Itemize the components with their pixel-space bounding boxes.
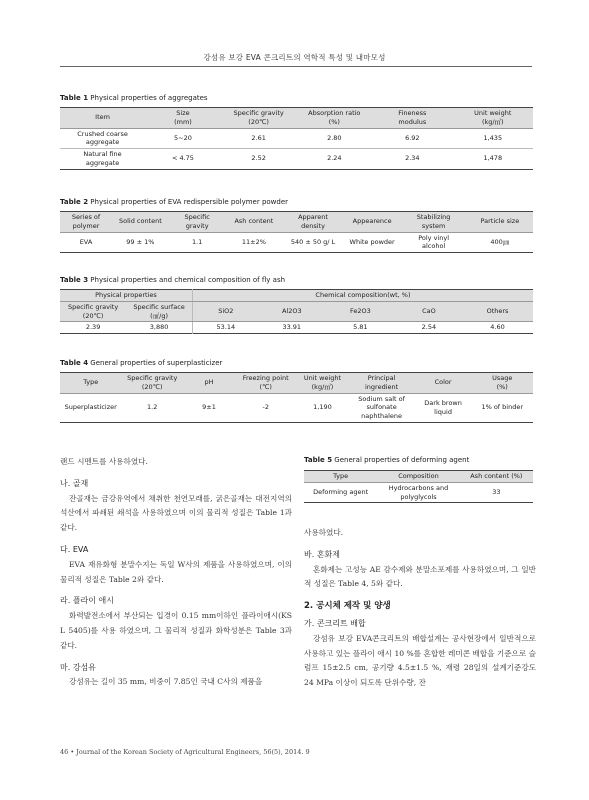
table4-header-cell: pH	[183, 373, 235, 394]
table2-caption	[60, 198, 288, 206]
table4-header-cell: Unit weight (kg/㎥)	[296, 373, 348, 394]
table1-cell: Crushed coarse aggregate	[60, 128, 145, 149]
table1-cell: 2.52	[251, 154, 266, 163]
table3-header-cell: Others	[462, 301, 533, 322]
right-para-0: 사용하였다.	[304, 528, 344, 537]
running-title: 강섬유 보강 EVA 콘크리트의 역학적 특성 및 내마모성	[203, 53, 386, 62]
table5-caption-text: General properties of deforming agent	[334, 456, 470, 464]
table4-cell: 1,190	[313, 403, 332, 412]
table3-row	[60, 322, 533, 334]
table2-cell: Poly vinyl alcohol	[418, 233, 450, 251]
table2-cell: 540 ± 50 g/ L	[290, 237, 336, 246]
table2-cell: 99 ± 1%	[126, 237, 155, 246]
table2-header-cell: Solid content	[112, 212, 169, 233]
table4-label: Table 4	[60, 359, 89, 367]
table2-cell: 1.1	[191, 237, 203, 246]
table3-cell: 33.91	[282, 323, 302, 332]
eva-paragraph: EVA 재유화형 분말수지는 독일 W사의 제품을 사용하였으며, 이의 물리적 성질은 Table 2와 같다.	[60, 559, 292, 584]
mix-paragraph: 강섬유 보강 EVA콘크리트의 배합설계는 공사현장에서 일반적으로 사용하고 있는 플라이 애시 10 %를 혼합한 레미콘 배합을 기준으로 슬럼프 15±2.5 cm, 공기량 4.5±1.5 %, 재령 28일의 설계기준강도 24 MPa 이상이 되도록 단위수량, 잔	[304, 633, 536, 688]
table1-row	[60, 149, 533, 170]
table3-cell: 53.14	[192, 322, 258, 334]
table5-header-cell: Type	[304, 471, 377, 483]
table3-header-cell: SiO2	[192, 301, 258, 322]
table1-header-cell: Size (mm)	[145, 108, 221, 129]
table2-cell: White powder	[349, 237, 395, 246]
table1-cell: < 4.75	[171, 154, 194, 163]
table2	[60, 211, 533, 253]
table2-header-cell: Particle size	[467, 212, 533, 233]
flyash-paragraph: 화력발전소에서 부산되는 입경이 0.15 mm이하인 플라이애시(KS L 5405)를 사용 하였으며, 그 물리적 성질과 화학성분은 Table 3과 같다.	[60, 611, 292, 650]
table1-header-cell: Fineness modulus	[372, 108, 452, 129]
page-footer: 46 • Journal of the Korean Society of Agricultural Engineers, 56(5), 2014. 9	[60, 748, 310, 756]
section-eva-heading: 다. EVA	[60, 544, 89, 554]
table1-cell: 2.34	[405, 154, 420, 163]
table3-caption	[60, 276, 285, 284]
table1-cell: 6.92	[372, 128, 452, 149]
table3-cell: 3,880	[149, 323, 169, 332]
table4-cell: 9±1	[202, 403, 216, 412]
table3-cell: 2.39	[85, 323, 101, 332]
table2-header-cell: Stabilizing system	[401, 212, 467, 233]
table1-header-cell: Absorption ratio (%)	[296, 108, 372, 129]
table1	[60, 107, 533, 170]
table3-cell: 2.54	[421, 323, 437, 332]
table3-header-cell: Specific gravity (20℃)	[60, 301, 126, 322]
table1-cell: 2.24	[327, 154, 342, 163]
table4-header-cell: Type	[60, 373, 121, 394]
table2-header-cell: Specific gravity	[169, 212, 226, 233]
table4-header-cell: Specific gravity (20℃)	[121, 373, 182, 394]
table2-header-cell: Apparent density	[282, 212, 343, 233]
table2-header-cell: Series of polymer	[60, 212, 112, 233]
table5-header-cell: Composition	[377, 471, 459, 483]
left-column	[60, 455, 292, 690]
table4	[60, 372, 533, 423]
section-mix-heading: 가. 콘크리트 배합	[304, 618, 366, 628]
table4-row	[60, 393, 533, 422]
table1-row	[60, 128, 533, 149]
table1-cell: Natural fine aggregate	[83, 150, 122, 167]
table1-caption	[60, 94, 208, 102]
table3	[60, 289, 533, 334]
table4-cell: 1% of binder	[481, 403, 523, 412]
table4-cell: -2	[262, 403, 269, 412]
table2-header-cell: Appearence	[344, 212, 401, 233]
table5-cell: 33	[492, 488, 501, 497]
table2-row	[60, 232, 533, 253]
section-steel-fiber-heading: 마. 강섬유	[60, 662, 96, 672]
table1-cell: 1,478	[483, 154, 503, 163]
table4-header-cell: Color	[415, 373, 472, 394]
table5	[304, 470, 533, 503]
table4-caption	[60, 359, 222, 367]
table4-header-cell: Freezing point (℃)	[235, 373, 296, 394]
table2-cell: 400㎛	[490, 237, 510, 246]
table3-cell: 4.60	[490, 323, 505, 332]
left-para-0: 랜드 시멘트를 사용하였다.	[60, 457, 148, 466]
table3-group-physical: Physical properties	[60, 290, 192, 302]
table3-header-cell: Specific surface (㎠/g)	[126, 301, 192, 322]
table2-cell: 11±2%	[241, 237, 266, 246]
table4-cell: Dark brown liquid	[424, 398, 462, 416]
section-aggregate-heading: 나. 골재	[60, 478, 89, 488]
table4-header-cell: Principal ingredient	[348, 373, 414, 394]
table2-header-cell: Ash content	[226, 212, 283, 233]
section-admixture-heading: 바. 혼화제	[304, 549, 340, 559]
table4-cell: Superplasticizer	[64, 403, 117, 412]
table3-caption-text: Physical properties and chemical composition of fly ash	[90, 276, 286, 284]
table3-label: Table 3	[60, 276, 89, 284]
table5-header-cell: Ash content (%)	[460, 471, 533, 483]
table4-cell: 1.2	[147, 403, 158, 412]
table1-cell: 5~20	[145, 128, 221, 149]
table1-cell: 2.80	[296, 128, 372, 149]
table3-cell: 5.81	[353, 323, 368, 332]
admixture-paragraph: 혼화제는 고성능 AE 감수제와 분말소포제를 사용하였으며, 그 일반적 성질은 Table 4, 5와 같다.	[304, 564, 536, 589]
table5-cell: Deforming agent	[313, 488, 369, 497]
table3-header-cell: CaO	[396, 301, 462, 322]
table2-cell: EVA	[79, 237, 93, 246]
table4-cell: Sodium salt of sulfonate naphthalene	[358, 394, 405, 421]
table5-cell: Hydrocarbons and polyglycols	[388, 483, 449, 501]
table2-caption-text: Physical properties of EVA redispersible polymer powder	[90, 198, 289, 206]
aggregate-paragraph: 잔골재는 금강유역에서 채취한 천연모래를, 굵은골재는 대전지역의 석산에서 파쇄된 쇄석을 사용하였으며 이의 물리적 성질은 Table 1과 같다.	[60, 493, 292, 533]
table3-header-cell: Al2O3	[259, 301, 325, 322]
table5-caption	[304, 456, 469, 464]
steel-fiber-paragraph: 강섬유는 길이 35 mm, 비중이 7.85인 국내 C사의 제품을	[69, 677, 263, 687]
table5-row	[304, 482, 533, 503]
table1-cell: 1,435	[453, 128, 533, 149]
table1-caption-text: Physical properties of aggregates	[90, 94, 208, 102]
table1-cell: 2.61	[221, 128, 297, 149]
table1-label: Table 1	[60, 94, 89, 102]
table4-caption-text: General properties of superplasticizer	[90, 359, 223, 367]
right-column	[304, 526, 536, 691]
table4-header-cell: Usage (%)	[471, 373, 533, 394]
table1-header-cell: Unit weight (kg/㎥)	[453, 108, 533, 129]
section-specimen-heading: 2. 공시체 제작 및 양생	[304, 601, 391, 612]
table5-label: Table 5	[304, 456, 333, 464]
table3-group-chemical: Chemical composition(wt, %)	[192, 290, 533, 302]
section-flyash-heading: 라. 플라이 애시	[60, 596, 114, 606]
table2-label: Table 2	[60, 198, 89, 206]
header-rule	[60, 66, 532, 67]
table1-header-cell: Item	[60, 108, 145, 129]
table3-header-cell: Fe2O3	[325, 301, 396, 322]
table1-header-cell: Specific gravity (20℃)	[221, 108, 297, 129]
